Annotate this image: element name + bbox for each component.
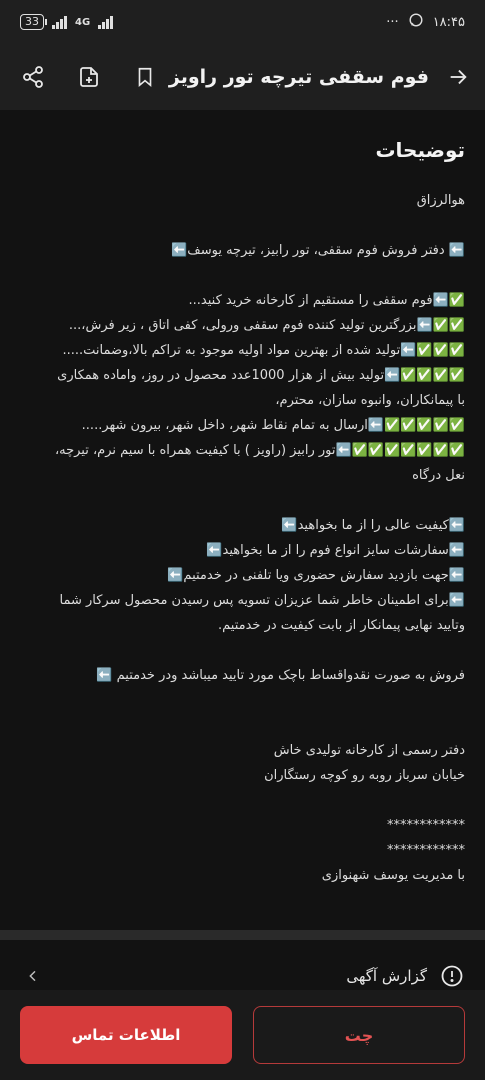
desc-line: نعل درگاه — [412, 468, 465, 483]
desc-line: ✅✅⬅️بزرگترین تولید کننده فوم سقفی ورولی، کفی اتاق ، زیر فرش،... — [68, 318, 465, 333]
desc-line: ⬅️برای اطمینان خاطر شما عزیزان تسویه پس رسیدن محصول سرکار شما — [59, 593, 465, 608]
app-bar — [0, 44, 485, 110]
section-divider — [0, 930, 485, 940]
network-type: 4G — [75, 16, 91, 28]
bottom-action-bar — [0, 990, 485, 1080]
desc-line: ⬅️ دفتر فروش فوم سقفی، تور رابیز، تیرچه یوسف⬅️ — [171, 243, 465, 258]
desc-line: ⬅️سفارشات سایز انواع فوم را از ما بخواهید⬅️ — [206, 543, 465, 558]
clock: ۱۸:۴۵ — [432, 14, 465, 30]
desc-line: ✅✅✅⬅️تولید شده از بهترین مواد اولیه موجود به تراکم بالا،وضمانت..... — [62, 343, 465, 358]
battery-indicator: 33 — [20, 14, 44, 30]
warning-circle-icon — [439, 963, 465, 989]
chat-button[interactable]: چت — [253, 1006, 465, 1064]
desc-line: هوالرزاق — [416, 193, 465, 208]
signal-icon-2 — [98, 15, 113, 29]
back-arrow-icon[interactable] — [445, 64, 471, 90]
ad-content — [0, 110, 485, 930]
add-note-icon[interactable] — [76, 64, 102, 90]
contact-info-button[interactable]: اطلاعات تماس — [20, 1006, 232, 1064]
desc-line: ✅✅✅✅✅✅✅⬅️تور رابیز (راویز ) با کیفیت همراه با سیم نرم، تیرچه، — [54, 443, 465, 458]
desc-line: ✅✅✅✅⬅️تولید بیش از هزار 1000عدد محصول در روز، وامادە همکاری — [57, 368, 465, 383]
desc-line: فروش به صورت نقدواقساط باچک مورد تایید میباشد ودر خدمتیم ⬅️ — [96, 668, 465, 683]
chevron-left-icon — [20, 963, 46, 989]
desc-line: ⬅️کیفیت عالی را از ما بخواهید⬅️ — [281, 518, 465, 533]
desc-line: دفتر رسمی از کارخانه تولیدی خاش — [273, 743, 465, 758]
report-ad-label: گزارش آگهی — [346, 967, 427, 985]
desc-line: ✅⬅️فوم سقفی را مستقیم از کارخانه خرید کنید... — [188, 293, 465, 308]
desc-line: ************ — [387, 843, 465, 858]
status-left — [20, 14, 113, 30]
notification-dots-icon: ··· — [386, 14, 399, 30]
share-icon[interactable] — [20, 64, 46, 90]
signal-icon — [52, 15, 67, 29]
desc-line: ✅✅✅✅✅⬅️ارسال به تمام نقاط شهر، داخل شهر، بیرون شهر..... — [81, 418, 465, 433]
desc-line: ************ — [387, 818, 465, 833]
page-title: فوم سقفی تیرچه تور راویز — [168, 66, 429, 88]
desc-line: با پیمانکاران، وانبوه سازان، محترم، — [275, 393, 465, 408]
status-bar — [0, 0, 485, 44]
status-right — [386, 13, 465, 31]
desc-line: وتایید نهایی پیمانکار از بابت کیفیت در خدمتیم. — [218, 618, 465, 633]
desc-line: خیابان سرباز روبه رو کوچه رستگاران — [264, 768, 465, 783]
whatsapp-icon — [409, 13, 423, 31]
desc-line: با مدیریت یوسف شهنوازی — [321, 868, 465, 883]
app-bar-actions — [14, 64, 158, 90]
bookmark-icon[interactable] — [132, 64, 158, 90]
description-body — [20, 188, 465, 888]
desc-line: ⬅️جهت بازدید سفارش حضوری ویا تلفنی در خدمتیم⬅️ — [167, 568, 465, 583]
description-title: توضیحات — [375, 138, 465, 162]
